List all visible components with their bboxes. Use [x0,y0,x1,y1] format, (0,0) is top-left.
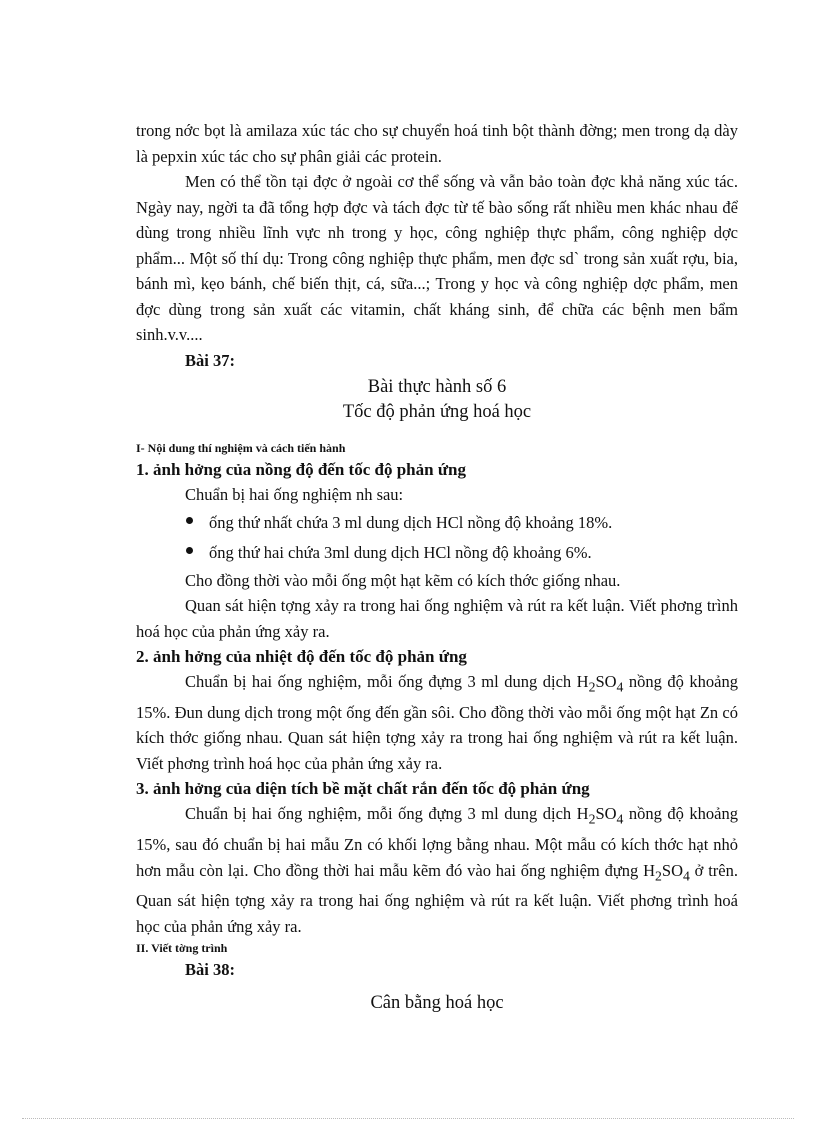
experiment-3-heading: 3. ảnh hởng của diện tích bề mặt chất rắn đến tốc độ phản ứng [136,779,590,799]
lesson-38-title: Cân bằng hoá học [370,992,504,1013]
paragraph-enzymes-applications: Men có thể tồn tại đợc ở ngoài cơ thể sống và vẫn bảo toàn đợc khả năng xúc tác. Ngày nay, ngời ta đã tổng hợp đợc và tách đợc từ tế bào sống rất nhiều men khác nhau để dùng trong nhiều lĩnh vực nh trong y học, công nghiệp thực phẩm, công nghiệp dợc phẩm... Một số thí dụ: Trong công nghiệp thực phẩm, men đợc sd` trong sản xuất rợu, bia, bánh mì, kẹo bánh, chế biến thịt, cá, sữa...; Trong y học và công nghiệp dợc phẩm, men đợc dùng trong sản xuất các vitamin, chất kháng sinh, để chữa các bệnh men bẩm sinh.v.v.... [136,172,738,344]
chem-sub: 4 [616,679,624,695]
section-2-title: II. Viết tờng trình [136,941,228,956]
page-body [136,118,738,1016]
paragraph-enzymes-examples: trong nớc bọt là amilaza xúc tác cho sự chuyển hoá tinh bột thành đờng; men trong dạ dày là pepxin xúc tác cho sự phân giải các protein. [136,121,738,166]
chem-sub: 4 [616,811,624,827]
experiment-2-heading: 2. ảnh hởng của nhiệt độ đến tốc độ phản ứng [136,647,467,666]
chem-part: SO [595,672,617,691]
page-bottom-divider [22,1118,794,1119]
text-run: nồng độ khoảng 15%, sau đó chuẩn bị hai mẫu Zn có khối lợng bằng nhau. Một mẫu có kích thớc hạt nhỏ hơn mẫu còn lại. Cho đồng thời hai mẫu kẽm đó vào hai ống nghiệm đựng [136,804,738,880]
lesson-37-title-line1: Bài thực hành số 6 [367,377,507,397]
chem-sub: 4 [682,867,690,883]
bullet-item: ống thứ hai chứa 3ml dung dịch HCl nồng độ khoảng 6%. [136,538,738,568]
chem-h2so4 [576,672,624,695]
lesson-37-title-line2: Tốc độ phản ứng hoá học [342,402,532,422]
experiment-1-heading: 1. ảnh hởng của nồng độ đến tốc độ phản ứng [136,460,466,479]
chem-h2so4 [576,804,624,827]
chem-part: H [643,860,656,880]
experiment-1-bullet-list [136,508,738,568]
chem-sub: 2 [588,679,596,695]
experiment-1-observe: Quan sát hiện tợng xảy ra trong hai ống nghiệm và rút ra kết luận. Viết phơng trình hoá học của phản ứng xảy ra. [136,596,738,641]
chem-h2so4 [643,860,690,883]
lesson-38-label: Bài 38: [185,960,235,980]
experiment-1-step: Cho đồng thời vào mỗi ống một hạt kẽm có kích thớc giống nhau. [185,570,621,590]
text-run: nồng độ khoảng 15%. Đun dung dịch trong một ống đến gần sôi. Cho đồng thời vào mỗi ống một hạt Zn có kích thớc giống nhau. Quan sát hiện tợng xảy ra trong hai ống nghiệm và rút ra kết luận. Viết phơng trình hoá học của phản ứng xảy ra. [136,672,738,773]
text-run: ở trên. Quan sát hiện tợng xảy ra trong hai ống nghiệm và rút ra kết luận. Viết phơng trình hoá học của phản ứng xảy ra. [136,860,738,936]
chem-part: H [576,804,589,824]
chem-part: H [576,672,589,691]
text-run: Chuẩn bị hai ống nghiệm, mỗi ống đựng 3 ml dung dịch [185,804,577,824]
chem-part: SO [661,860,683,880]
bullet-item: ống thứ nhất chứa 3 ml dung dịch HCl nồng độ khoảng 18%. [136,508,738,538]
experiment-2-paragraph [136,669,738,776]
section-1-title: I- Nội dung thí nghiệm và cách tiến hành [136,441,346,455]
text-run: Chuẩn bị hai ống nghiệm, mỗi ống đựng 3 ml dung dịch [185,672,577,691]
chem-part: SO [595,804,617,824]
experiment-1-intro: Chuẩn bị hai ống nghiệm nh sau: [185,485,404,504]
lesson-37-label: Bài 37: [185,350,235,370]
chem-sub: 2 [588,811,596,827]
chem-sub: 2 [655,867,662,883]
experiment-3-paragraph [136,801,738,939]
